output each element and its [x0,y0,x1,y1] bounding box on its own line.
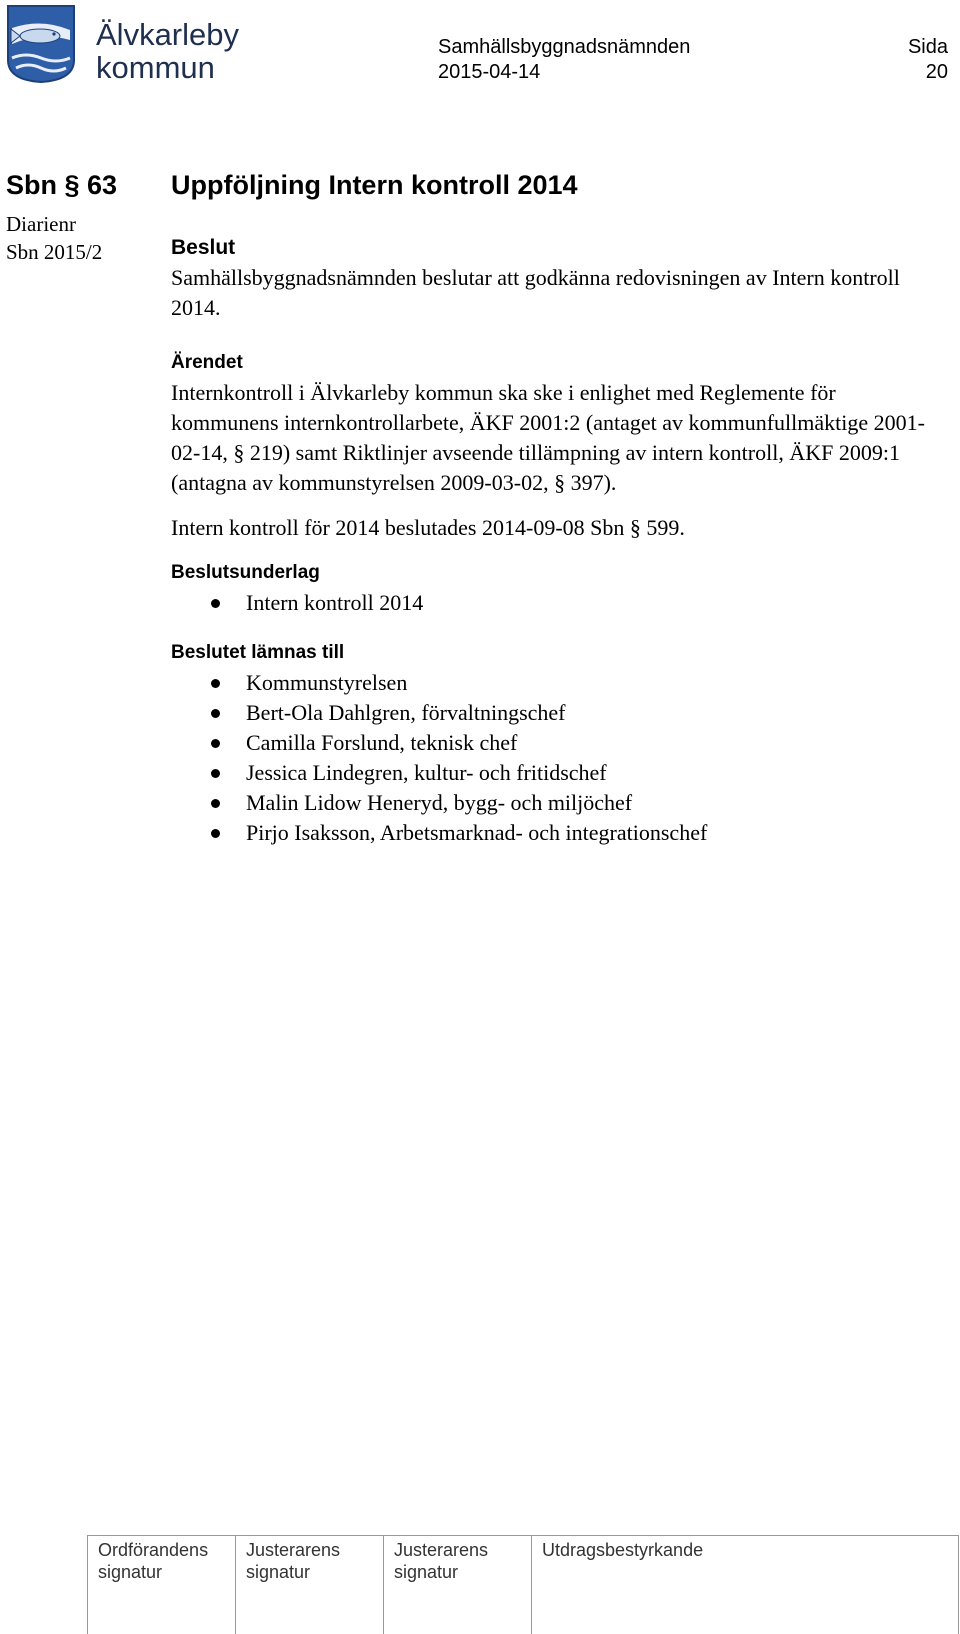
municipality-name-line2: kommun [96,50,215,85]
list-item: Jessica Lindegren, kultur- och fritidschef [171,758,941,788]
signature-label: Justerarens [394,1540,489,1560]
signature-adjuster-2 [383,1536,531,1634]
distribution-heading: Beslutet lämnas till [171,642,345,663]
signature-label: signatur [394,1562,459,1582]
signature-label: signatur [98,1562,163,1582]
paragraph-id: Sbn § 63 [6,170,118,200]
signature-label: signatur [246,1562,311,1582]
coat-of-arms-icon [6,4,76,84]
signature-label: Justerarens [246,1540,341,1560]
list-item: Kommunstyrelsen [171,668,941,698]
diarie-number: Sbn 2015/2 [6,240,103,264]
list-item: Bert-Ola Dahlgren, förvaltningschef [171,698,941,728]
basis-list [171,588,941,618]
municipality-name [96,18,239,84]
decision-heading: Beslut [171,236,236,259]
signature-adjuster-1 [235,1536,383,1634]
municipality-name-line1: Älvkarleby [96,17,239,52]
distribution-list [171,668,941,848]
municipality-logo [6,4,76,84]
signature-certification [531,1536,959,1634]
decision-text: Samhällsbyggnadsnämnden beslutar att godkänna redovisningen av Intern kontroll 2014. [171,265,900,320]
matter-followup-text: Intern kontroll för 2014 beslutades 2014-09-08 Sbn § 599. [171,515,685,540]
list-item: Malin Lidow Heneryd, bygg- och miljöchef [171,788,941,818]
page-number: 20 [925,61,948,83]
page-title: Uppföljning Intern kontroll 2014 [171,170,578,200]
signature-table [87,1535,959,1634]
matter-text: Internkontroll i Älvkarleby kommun ska ske i enlighet med Reglemente för kommunens internkontrollarbete, ÄKF 2001:2 (antaget av kommunfullmäktige 2001-02-14, § 219) samt Riktlinjer avseende tillämpning av intern kontroll, ÄKF 2009:1 (antagna av kommunstyrelsen 2009-03-02, § 397). [171,380,925,495]
list-item: Intern kontroll 2014 [171,588,941,618]
page-label: Sida [907,36,948,58]
list-item: Pirjo Isaksson, Arbetsmarknad- och integrationschef [171,818,941,848]
signature-label: Utdragsbestyrkande [542,1540,704,1560]
matter-heading: Ärendet [171,352,243,373]
signature-chair [87,1536,235,1634]
meeting-date: 2015-04-14 [438,61,541,83]
list-item: Camilla Forslund, teknisk chef [171,728,941,758]
basis-heading: Beslutsunderlag [171,562,320,583]
diarie-label: Diarienr [6,212,76,236]
document-body [171,233,941,848]
committee-name: Samhällsbyggnadsnämnden [438,36,691,58]
signature-label: Ordförandens [98,1540,209,1560]
